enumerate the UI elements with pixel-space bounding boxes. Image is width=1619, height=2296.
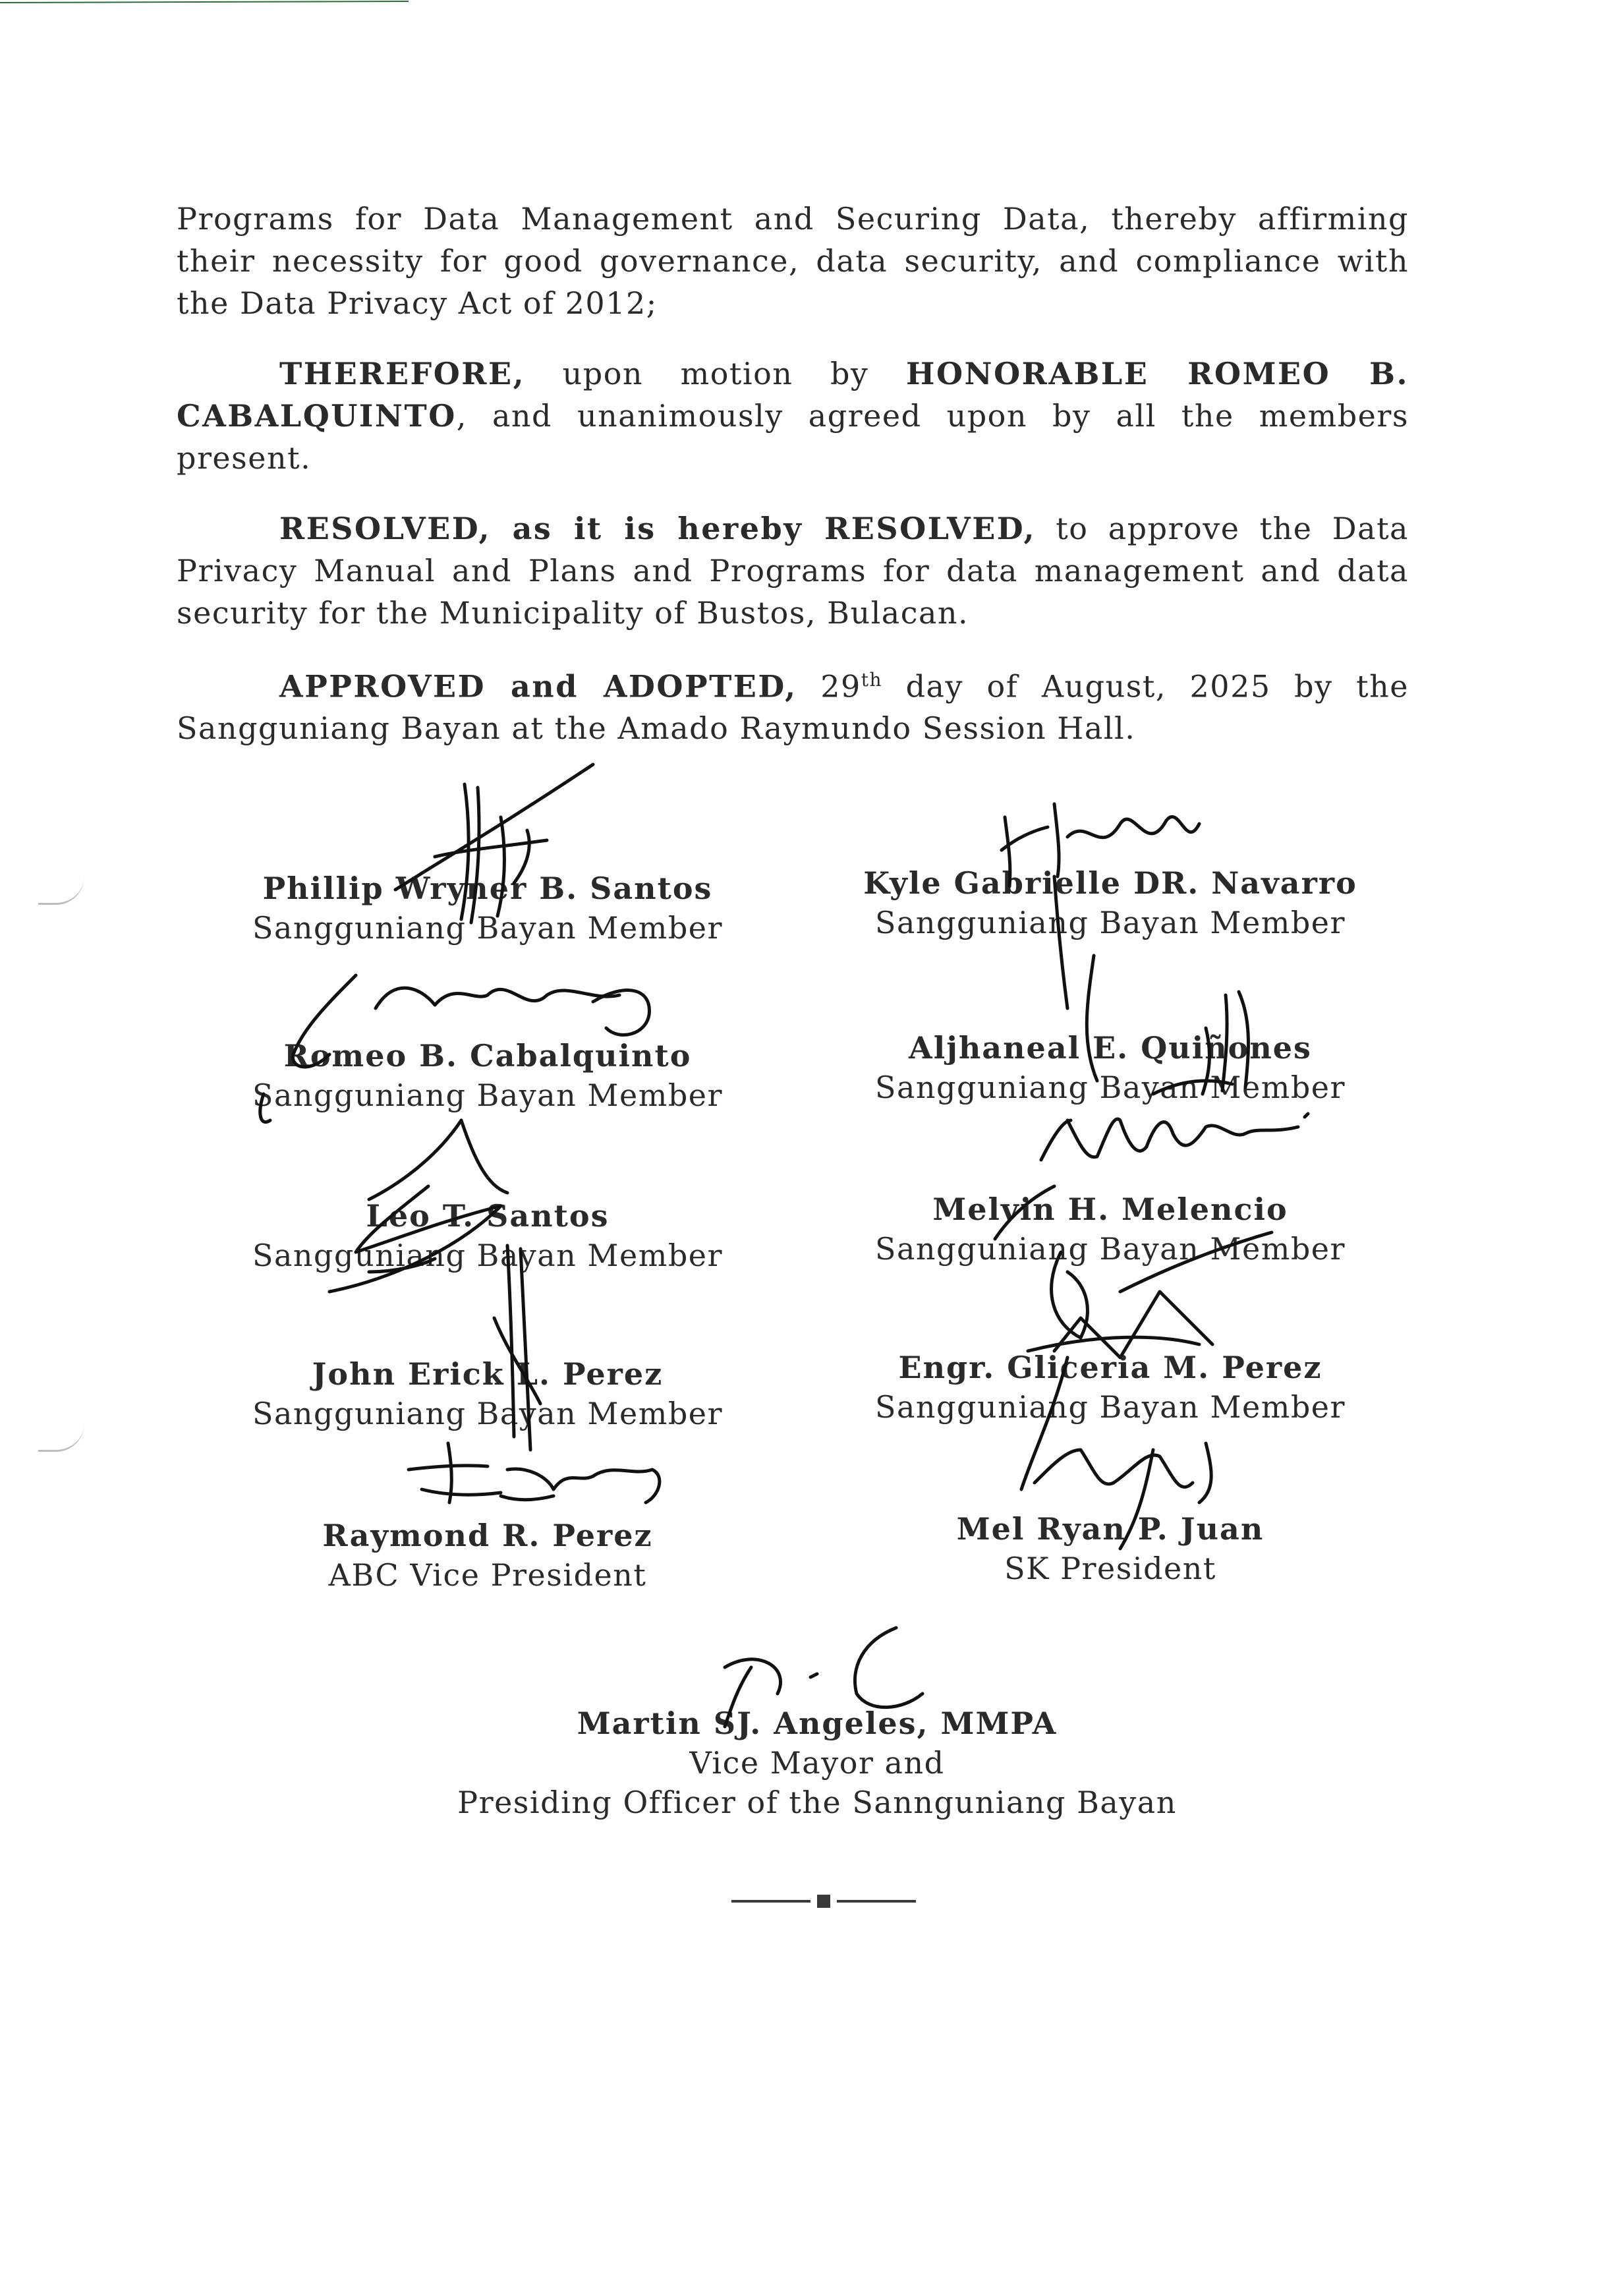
approved-day: 29 — [797, 668, 861, 704]
punch-hole-mark-upper — [38, 876, 84, 905]
signatory-title: Sangguniang Bayan Member — [874, 1389, 1346, 1425]
therefore-text-a: upon motion by — [525, 356, 906, 391]
signatory-john-erick-perez — [217, 1354, 758, 1433]
approved-text: day of August, 2025 by the Sangguniang Bayan at the Amado Raymundo Session Hall. — [177, 668, 1409, 747]
signatory-name: Martin SJ. Angeles, MMPA — [577, 1706, 1058, 1741]
paragraph-approved — [177, 659, 1409, 749]
paragraph-1-text: Programs for Data Management and Securing Data, thereby affirming their necessity for good governance, data security, and compliance with the Data Privacy Act of 2012; — [177, 201, 1409, 321]
paragraph-therefore — [177, 353, 1409, 479]
resolved-label: RESOLVED, as it is hereby RESOLVED, — [279, 511, 1037, 546]
movant-name: HONORABLE ROMEO B. CABALQUINTO — [177, 356, 1409, 434]
scan-edge-line — [0, 0, 1619, 8]
signatory-aljhaneal-quinones — [824, 1028, 1397, 1107]
resolved-text: to approve the Data Privacy Manual and Plans and Programs for data management and data security for the Municipality of Bustos, Bulacan. — [177, 511, 1409, 631]
end-mark-rule-right — [837, 1900, 916, 1903]
signatory-title: SK President — [1004, 1551, 1216, 1586]
signatory-title: Sangguniang Bayan Member — [252, 1396, 724, 1431]
signatory-title-line-2: Presiding Officer of the Sannguniang Bayan — [457, 1785, 1177, 1820]
signatory-title-line-1: Vice Mayor and — [689, 1745, 945, 1781]
end-mark-rule-left — [731, 1900, 810, 1903]
therefore-label: THEREFORE, — [279, 356, 526, 391]
approved-label: APPROVED and ADOPTED, — [279, 668, 797, 704]
signatory-name: Phillip Wryner B. Santos — [262, 871, 713, 906]
signatory-leo-santos — [217, 1196, 758, 1275]
signatory-gliceria-perez — [824, 1348, 1397, 1427]
end-of-document-mark — [725, 1891, 923, 1911]
signatory-romeo-cabalquinto — [217, 1036, 758, 1115]
therefore-text-b: , and unanimously agreed upon by all the members present. — [177, 398, 1409, 476]
signatory-name: Leo T. Santos — [366, 1198, 610, 1234]
signatory-mel-ryan-juan — [824, 1509, 1397, 1588]
paragraph-whereas-continuation — [177, 198, 1409, 324]
signatory-name: Raymond R. Perez — [322, 1518, 653, 1553]
signatory-name: Kyle Gabrielle DR. Navarro — [863, 865, 1357, 901]
signatory-name: Engr. Gliceria M. Perez — [898, 1350, 1322, 1385]
end-mark-square — [817, 1895, 830, 1908]
signatory-name: Romeo B. Cabalquinto — [283, 1038, 692, 1074]
paragraph-resolved — [177, 507, 1409, 634]
signatory-raymond-perez — [217, 1516, 758, 1595]
signatory-kyle-navarro — [824, 863, 1397, 942]
signatory-name: Mel Ryan P. Juan — [956, 1511, 1264, 1547]
signatory-phillip-santos — [217, 869, 758, 948]
signatory-title: Sangguniang Bayan Member — [252, 1077, 724, 1113]
punch-hole-mark-lower — [38, 1423, 84, 1452]
signatory-title: Sangguniang Bayan Member — [874, 905, 1346, 940]
signatory-title: ABC Vice President — [328, 1557, 647, 1593]
signatory-title: Sangguniang Bayan Member — [874, 1231, 1346, 1267]
approved-day-suffix: th — [861, 669, 883, 691]
signatory-name: Melvin H. Melencio — [932, 1191, 1288, 1227]
signatory-melvin-melencio — [824, 1190, 1397, 1269]
signatory-title: Sangguniang Bayan Member — [874, 1070, 1346, 1105]
signatory-martin-angeles — [409, 1704, 1226, 1822]
signatory-title: Sangguniang Bayan Member — [252, 910, 724, 946]
signatory-name: Aljhaneal E. Quiñones — [909, 1030, 1312, 1066]
signatory-title: Sangguniang Bayan Member — [252, 1238, 724, 1273]
signatory-name: John Erick L. Perez — [312, 1356, 664, 1392]
signature-raymond-perez — [409, 1443, 660, 1503]
